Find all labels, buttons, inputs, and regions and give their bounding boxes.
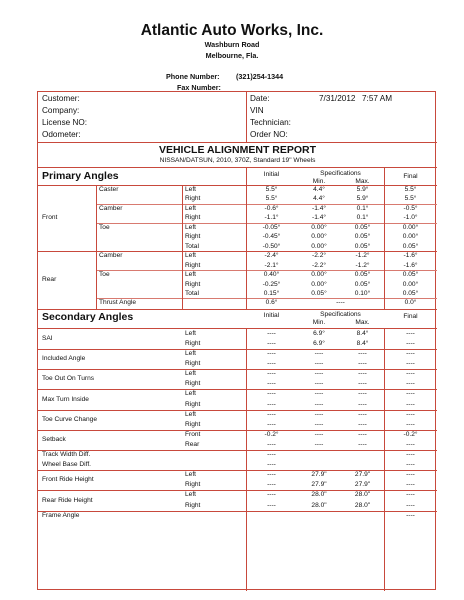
primary-group-label: Toe — [99, 271, 110, 279]
secondary-final-value: ---- — [406, 461, 415, 469]
secondary-final-value: ---- — [406, 440, 415, 448]
column-rule — [246, 167, 247, 309]
secondary-initial-value: ---- — [267, 451, 276, 459]
secondary-final-value: ---- — [406, 329, 415, 337]
secondary-group-label: SAI — [42, 334, 53, 342]
rule-line — [38, 470, 437, 471]
primary-side-label: Right — [185, 214, 201, 222]
secondary-side-label: Rear — [185, 440, 200, 448]
secondary-min-value: ---- — [314, 360, 324, 368]
primary-initial-value: -2.1° — [264, 261, 279, 269]
primary-side-label: Right — [185, 195, 201, 203]
primary-max-value: 0.05° — [354, 223, 371, 231]
phone-value: (321)254-1344 — [236, 72, 284, 81]
primary-final-value: -1.6° — [403, 261, 418, 269]
secondary-min-value: 28.0" — [311, 501, 327, 509]
secondary-max-value: ---- — [358, 360, 367, 368]
secondary-min-value: ---- — [314, 350, 324, 358]
secondary-final-value: ---- — [406, 471, 415, 479]
technician-label: Technician: — [250, 118, 291, 127]
secondary-final-value: ---- — [406, 491, 415, 499]
primary-min-value: 4.4° — [313, 195, 325, 203]
secondary-angles-title: Secondary Angles — [42, 310, 134, 323]
secondary-max-value: ---- — [358, 440, 367, 448]
secondary-group-label: Toe Curve Change — [42, 415, 97, 423]
primary-initial-value: 0.40° — [263, 271, 280, 279]
secondary-final-value: ---- — [406, 420, 415, 428]
secondary-min-value: 6.9° — [313, 339, 325, 347]
primary-min-value: 4.4° — [313, 186, 325, 193]
col-max-header: Max. — [355, 318, 370, 326]
secondary-max-value: ---- — [358, 350, 367, 358]
column-rule — [182, 185, 183, 309]
secondary-group-label: Front Ride Height — [42, 476, 94, 484]
column-rule — [96, 185, 97, 309]
primary-max-value: 0.05° — [354, 242, 371, 250]
primary-initial-value: -0.6° — [264, 204, 279, 212]
secondary-side-label: Right — [185, 420, 201, 428]
date-label: Date: — [250, 94, 270, 103]
secondary-initial-value: -0.2° — [264, 430, 279, 438]
rule-line — [96, 223, 437, 224]
company-label: Company: — [42, 106, 80, 115]
primary-final-value: -1.0° — [403, 214, 418, 222]
secondary-initial-value: ---- — [267, 380, 276, 388]
date-value: 7/31/2012 — [319, 94, 356, 103]
secondary-initial-value: ---- — [267, 461, 276, 469]
secondary-final-value: ---- — [406, 501, 415, 509]
column-rule — [246, 92, 247, 142]
primary-min-value: -2.2° — [312, 261, 326, 269]
primary-max-value: -1.2° — [355, 252, 370, 260]
secondary-max-value: ---- — [358, 390, 367, 398]
secondary-side-label: Right — [185, 400, 201, 408]
secondary-side-label: Left — [185, 410, 196, 418]
alignment-form — [37, 91, 436, 590]
report-title: VEHICLE ALIGNMENT REPORT — [158, 144, 317, 156]
column-rule — [246, 328, 247, 591]
secondary-group-label: Wheel Base Diff. — [42, 461, 91, 469]
secondary-max-value: ---- — [358, 380, 367, 388]
secondary-min-value: ---- — [314, 370, 324, 378]
rule-line — [96, 270, 437, 271]
primary-max-value: 0.1° — [356, 214, 369, 222]
rear-label: Rear — [42, 275, 57, 283]
secondary-initial-value: ---- — [267, 360, 276, 368]
primary-side-label: Right — [185, 261, 201, 269]
primary-max-value: -1.2° — [355, 261, 370, 269]
secondary-min-value: ---- — [314, 400, 324, 408]
secondary-initial-value: ---- — [267, 410, 276, 418]
secondary-final-value: ---- — [406, 481, 415, 489]
company-city: Melbourne, Fla. — [205, 51, 259, 60]
secondary-max-value: ---- — [358, 420, 367, 428]
secondary-initial-value: ---- — [267, 370, 276, 378]
primary-initial-value: 5.5° — [265, 195, 278, 203]
primary-final-value: 0.00° — [402, 280, 419, 288]
col-min-header: Min. — [312, 318, 326, 326]
secondary-group-label: Track Width Diff. — [42, 451, 91, 459]
secondary-group-label: Rear Ride Height — [42, 496, 93, 504]
secondary-side-label: Right — [185, 339, 201, 347]
customer-label: Customer: — [42, 94, 80, 103]
secondary-initial-value: ---- — [267, 400, 276, 408]
secondary-final-value: ---- — [406, 350, 415, 358]
secondary-side-label: Front — [185, 430, 201, 438]
secondary-final-value: ---- — [406, 370, 415, 378]
secondary-max-value: 27.9" — [354, 481, 371, 489]
primary-initial-value: -2.4° — [264, 252, 279, 260]
secondary-max-value: 8.4° — [356, 339, 369, 347]
secondary-final-value: ---- — [406, 410, 415, 418]
secondary-min-value: ---- — [314, 440, 324, 448]
secondary-max-value: 8.4° — [356, 329, 369, 337]
primary-group-label: Caster — [99, 186, 119, 193]
primary-max-value: 5.9° — [356, 186, 369, 193]
primary-side-label: Left — [185, 223, 196, 231]
rule-line — [38, 430, 437, 431]
secondary-max-value: ---- — [358, 370, 367, 378]
rule-line — [96, 204, 437, 205]
rule-line — [38, 369, 437, 370]
secondary-max-value: 27.9" — [354, 471, 371, 479]
rule-line — [38, 450, 437, 451]
secondary-side-label: Left — [185, 350, 196, 358]
col-initial-header: Initial — [263, 171, 280, 178]
secondary-min-value: 28.0" — [311, 491, 327, 499]
primary-min-value: 0.00° — [311, 280, 327, 288]
primary-group-label: Camber — [99, 204, 123, 212]
primary-max-value: 0.05° — [354, 233, 371, 241]
primary-side-label: Right — [185, 280, 201, 288]
primary-side-label: Left — [185, 271, 196, 279]
primary-final-value: 5.5° — [404, 195, 417, 203]
primary-initial-value: 5.5° — [265, 186, 278, 193]
primary-min-value: 0.05° — [311, 289, 327, 297]
primary-group-label: Camber — [99, 252, 123, 260]
vin-label: VIN — [250, 106, 264, 115]
col-min-header: Min. — [312, 178, 326, 185]
primary-max-value: 5.9° — [356, 195, 369, 203]
front-label: Front — [42, 214, 58, 222]
odometer-label: Odometer: — [42, 130, 81, 139]
secondary-initial-value: ---- — [267, 339, 276, 347]
rule-line — [38, 309, 437, 310]
primary-final-value: 0.05° — [402, 289, 419, 297]
primary-side-label: Left — [185, 252, 196, 260]
secondary-final-value: ---- — [406, 451, 415, 459]
secondary-min-value: ---- — [314, 430, 324, 438]
secondary-side-label: Left — [185, 390, 196, 398]
secondary-initial-value: ---- — [267, 471, 276, 479]
secondary-final-value: ---- — [406, 400, 415, 408]
primary-min-value: 0.00° — [311, 242, 327, 250]
primary-max-value: 0.1° — [356, 204, 369, 212]
secondary-side-label: Left — [185, 491, 196, 499]
phone-label: Phone Number: — [166, 72, 220, 81]
secondary-group-label: Included Angle — [42, 355, 86, 363]
secondary-final-value: ---- — [406, 339, 415, 347]
secondary-initial-value: ---- — [267, 481, 276, 489]
thrust-initial-value: 0.6° — [265, 299, 278, 307]
primary-min-value: 0.00° — [311, 233, 327, 241]
secondary-max-value: 28.0" — [354, 501, 371, 509]
col-final-header: Final — [403, 312, 418, 320]
rule-line — [38, 251, 437, 252]
primary-final-value: -0.5° — [403, 204, 418, 212]
secondary-initial-value: ---- — [267, 491, 276, 499]
primary-max-value: 0.05° — [354, 280, 371, 288]
primary-initial-value: 0.15° — [263, 289, 280, 297]
secondary-initial-value: ---- — [267, 390, 276, 398]
primary-side-label: Total — [185, 242, 199, 250]
secondary-group-label: Frame Angle — [42, 511, 80, 519]
col-final-header: Final — [403, 173, 418, 180]
primary-side-label: Left — [185, 204, 196, 212]
primary-final-value: 0.00° — [402, 233, 419, 241]
secondary-side-label: Left — [185, 471, 196, 479]
primary-side-label: Right — [185, 233, 201, 241]
secondary-final-value: ---- — [406, 380, 415, 388]
secondary-max-value: ---- — [358, 430, 367, 438]
secondary-initial-value: ---- — [267, 350, 276, 358]
primary-initial-value: -0.05° — [262, 223, 281, 231]
secondary-final-value: ---- — [406, 360, 415, 368]
secondary-min-value: 27.9" — [311, 471, 327, 479]
primary-final-value: 0.05° — [402, 271, 419, 279]
rule-line — [38, 167, 437, 168]
column-rule — [384, 167, 385, 309]
rule-line — [38, 389, 437, 390]
secondary-min-value: 6.9° — [313, 329, 325, 337]
secondary-side-label: Left — [185, 370, 196, 378]
col-specs-header: Specifications — [320, 170, 361, 177]
secondary-side-label: Right — [185, 501, 201, 509]
secondary-final-value: ---- — [406, 390, 415, 398]
primary-initial-value: -0.50° — [262, 242, 281, 250]
rule-line — [38, 328, 437, 329]
secondary-initial-value: ---- — [267, 501, 276, 509]
company-street: Washburn Road — [204, 40, 260, 49]
order-label: Order NO: — [250, 130, 288, 139]
rule-line — [38, 511, 437, 512]
secondary-min-value: ---- — [314, 420, 324, 428]
secondary-max-value: ---- — [358, 410, 367, 418]
primary-side-label: Left — [185, 186, 196, 193]
secondary-min-value: ---- — [314, 390, 324, 398]
secondary-side-label: Right — [185, 380, 201, 388]
primary-min-value: -1.4° — [312, 204, 326, 212]
secondary-side-label: Right — [185, 481, 201, 489]
secondary-initial-value: ---- — [267, 420, 276, 428]
column-rule — [384, 328, 385, 591]
col-max-header: Max. — [355, 178, 370, 185]
secondary-group-label: Toe Out On Turns — [42, 375, 95, 383]
secondary-min-value: 27.9" — [311, 481, 327, 489]
vehicle-description: NISSAN/DATSUN, 2010, 370Z, Standard 19" Wheels — [159, 157, 316, 164]
secondary-group-label: Setback — [42, 435, 66, 443]
primary-max-value: 0.05° — [354, 271, 371, 279]
rule-line — [38, 142, 437, 143]
thrust-spec-value: ---- — [336, 299, 345, 307]
secondary-min-value: ---- — [314, 380, 324, 388]
secondary-final-value: -0.2° — [403, 430, 418, 438]
secondary-group-label: Max Turn Inside — [42, 395, 89, 403]
rule-line — [38, 349, 437, 350]
primary-initial-value: -1.1° — [264, 214, 279, 222]
primary-max-value: 0.10° — [354, 289, 371, 297]
secondary-final-value: ---- — [406, 511, 415, 519]
primary-min-value: 0.00° — [311, 223, 327, 231]
col-initial-header: Initial — [263, 311, 280, 319]
primary-final-value: 0.00° — [402, 223, 419, 231]
primary-initial-value: -0.45° — [262, 233, 281, 241]
primary-side-label: Total — [185, 289, 199, 297]
primary-final-value: 0.05° — [402, 242, 419, 250]
thrust-final-value: 0.0° — [404, 299, 417, 307]
secondary-min-value: ---- — [314, 410, 324, 418]
secondary-initial-value: ---- — [267, 329, 276, 337]
secondary-initial-value: ---- — [267, 440, 276, 448]
secondary-side-label: Left — [185, 329, 196, 337]
primary-group-label: Toe — [99, 223, 110, 231]
primary-min-value: -1.4° — [312, 214, 326, 222]
secondary-max-value: 28.0" — [354, 491, 371, 499]
company-name: Atlantic Auto Works, Inc. — [140, 22, 324, 39]
primary-final-value: 5.5° — [404, 186, 417, 193]
primary-min-value: -2.2° — [312, 252, 326, 260]
fax-label: Fax Number: — [177, 83, 221, 92]
rule-line — [38, 410, 437, 411]
secondary-max-value: ---- — [358, 400, 367, 408]
primary-min-value: 0.00° — [311, 271, 327, 279]
primary-final-value: -1.6° — [403, 252, 418, 260]
rule-line — [38, 490, 437, 491]
secondary-side-label: Right — [185, 360, 201, 368]
time-value: 7:57 AM — [362, 94, 393, 103]
thrust-angle-label: Thrust Angle — [99, 299, 137, 307]
primary-initial-value: -0.25° — [262, 280, 281, 288]
primary-angles-title: Primary Angles — [42, 170, 119, 182]
license-label: License NO: — [42, 118, 88, 127]
col-specs-header: Specifications — [320, 310, 361, 318]
